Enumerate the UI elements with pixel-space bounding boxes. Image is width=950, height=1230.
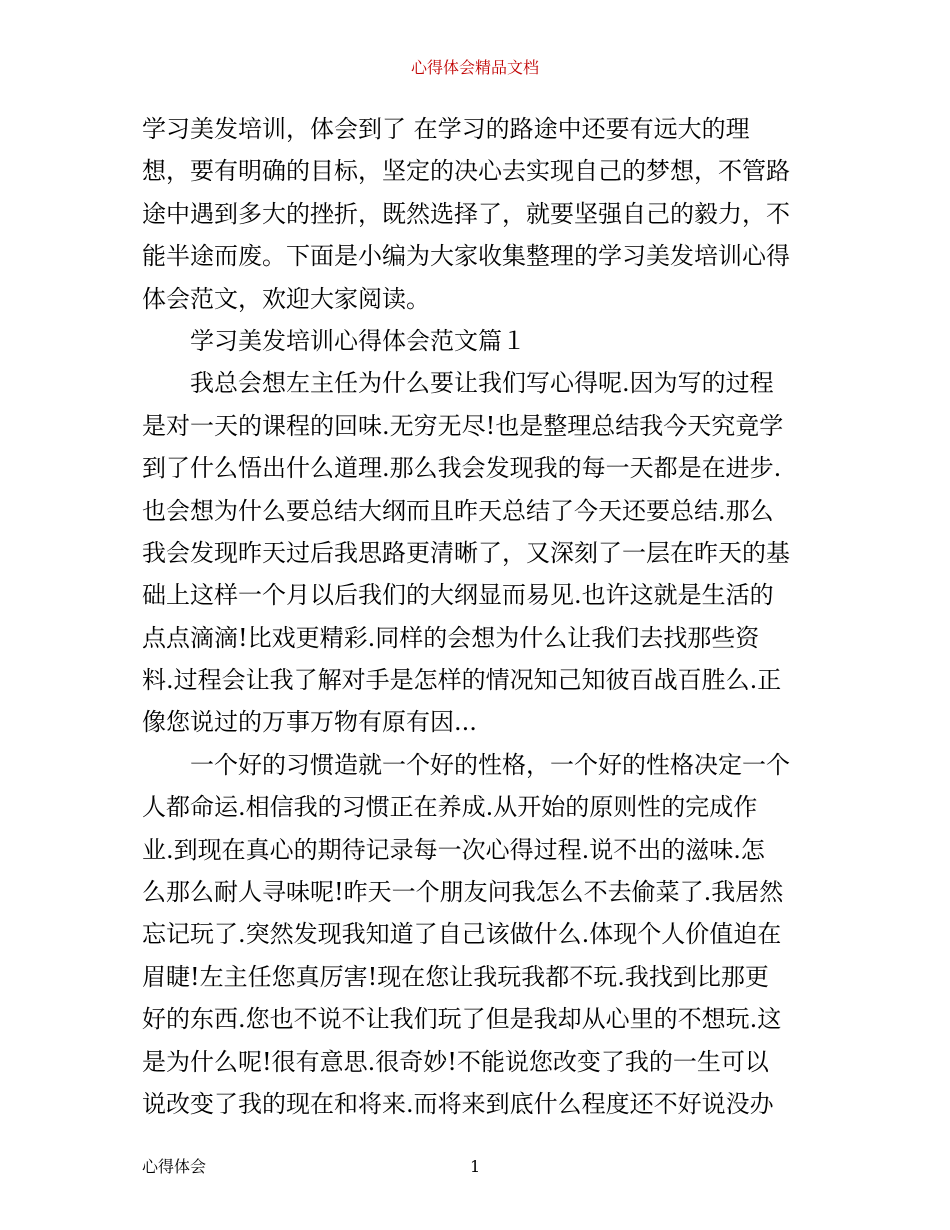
body-line: 是为什么呢!很有意思.很奇妙!不能说您改变了我的一生可以 <box>142 1047 769 1076</box>
body-line: 么那么耐人寻味呢!昨天一个朋友问我怎么不去偷菜了.我居然 <box>142 878 784 907</box>
body-line: 础上这样一个月以后我们的大纲显而易见.也许这就是生活的 <box>142 581 774 610</box>
body-line: 能半途而废。下面是小编为大家收集整理的学习美发培训心得 <box>142 242 790 271</box>
body-line: 像您说过的万事万物有原有因... <box>142 708 477 737</box>
body-line: 途中遇到多大的挫折，既然选择了，就要坚强自己的毅力，不 <box>142 199 790 228</box>
body-line: 眉睫!左主任您真厉害!现在您让我玩我都不玩.我找到比那更 <box>142 962 769 991</box>
body-line: 我会发现昨天过后我思路更清晰了，又深刻了一层在昨天的基 <box>142 538 790 567</box>
body-line: 一个好的习惯造就一个好的性格，一个好的性格决定一个 <box>190 750 790 779</box>
body-line: 到了什么悟出什么道理.那么我会发现我的每一天都是在进步. <box>142 454 782 483</box>
body-line: 我总会想左主任为什么要让我们写心得呢.因为写的过程 <box>190 369 774 398</box>
body-line: 好的东西.您也不说不让我们玩了但是我却从心里的不想玩.这 <box>142 1005 782 1034</box>
body-line: 业.到现在真心的期待记录每一次心得过程.说不出的滋味.怎 <box>142 835 765 864</box>
body-line: 也会想为什么要总结大纲而且昨天总结了今天还要总结.那么 <box>142 496 774 525</box>
body-line: 说改变了我的现在和将来.而将来到底什么程度还不好说没办 <box>142 1089 774 1118</box>
body-line: 点点滴滴!比戏更精彩.同样的会想为什么让我们去找那些资 <box>142 623 760 652</box>
body-line: 人都命运.相信我的习惯正在养成.从开始的原则性的完成作 <box>142 793 758 822</box>
body-line: 是对一天的课程的回味.无穷无尽!也是整理总结我今天究竟学 <box>142 411 784 440</box>
footer-label: 心得体会 <box>142 1157 207 1176</box>
body-line: 忘记玩了.突然发现我知道了自己该做什么.体现个人价值迫在 <box>142 920 782 949</box>
body-line: 学习美发培训，体会到了 在学习的路途中还要有远大的理 <box>142 115 750 143</box>
body-line: 想，要有明确的目标，坚定的决心去实现自己的梦想，不管路 <box>142 157 790 186</box>
body-line: 料.过程会让我了解对手是怎样的情况知己知彼百战百胜么.正 <box>142 666 782 695</box>
section-heading: 学习美发培训心得体会范文篇１ <box>190 326 526 355</box>
body-text <box>142 108 812 1125</box>
header-title: 心得体会精品文档 <box>410 58 539 77</box>
body-line: 体会范文，欢迎大家阅读。 <box>142 284 430 313</box>
page-number: 1 <box>470 1157 481 1176</box>
